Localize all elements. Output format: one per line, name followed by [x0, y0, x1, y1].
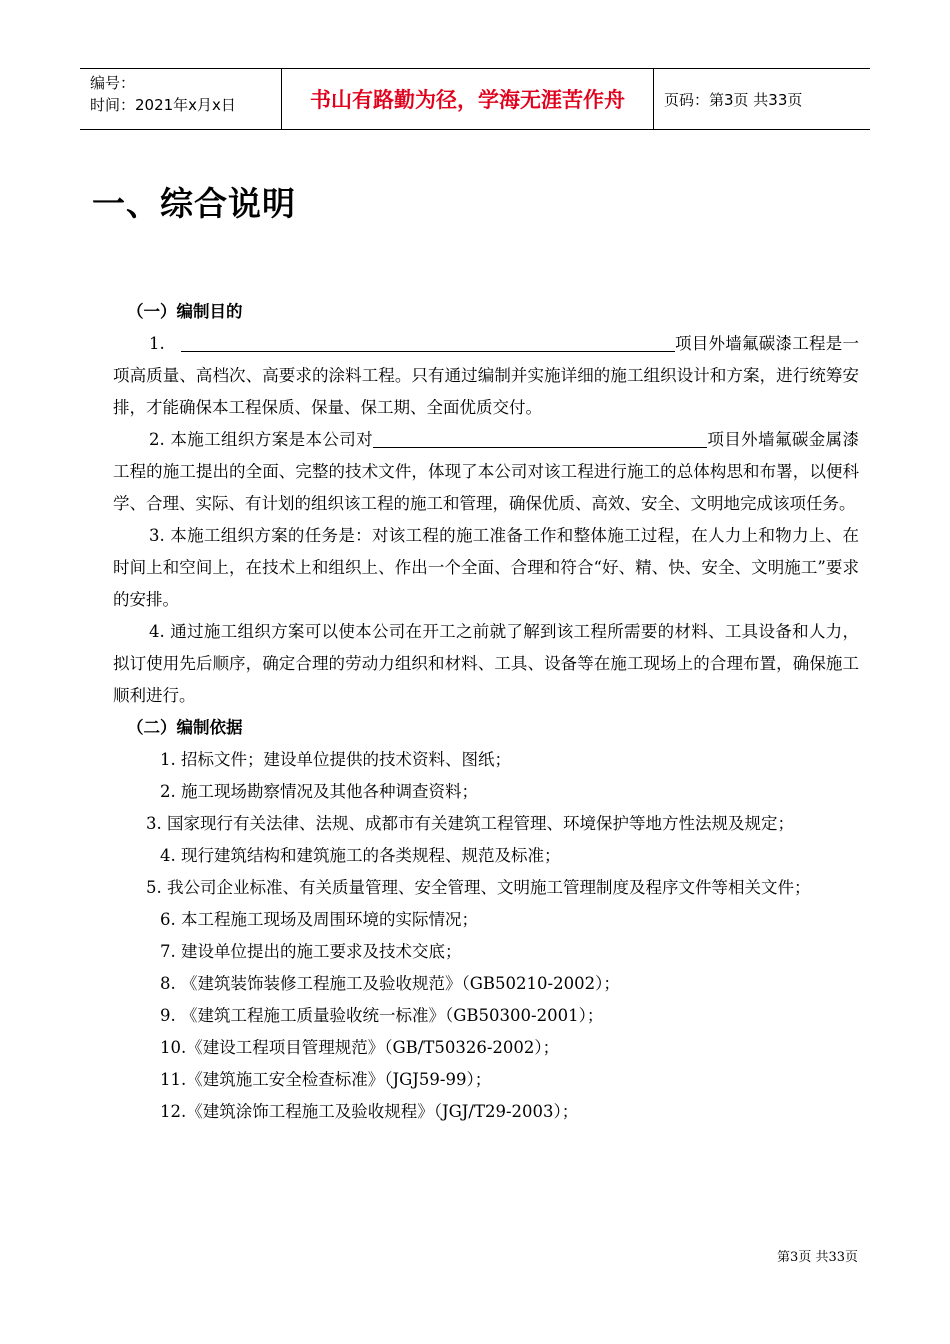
header-meta [80, 69, 282, 129]
basis-item-10: 10.《建设工程项目管理规范》（GB/T50326-2002）； [160, 1038, 560, 1057]
page-footer: 第3页 共33页 [777, 1250, 858, 1265]
page-header [80, 68, 870, 130]
basis-item-1: 1. 招标文件；建设单位提供的技术资料、图纸； [160, 750, 511, 769]
paragraph-1-number: 1. [149, 334, 165, 353]
header-page-info: 页码：第3页 共33页 [664, 90, 803, 109]
basis-item-11: 11.《建筑施工安全检查标准》（JGJ59-99）； [160, 1070, 492, 1089]
section-heading-purpose: （一）编制目的 [127, 302, 243, 321]
paragraph-2-lead: 2. 本施工组织方案是本公司对 [149, 430, 374, 449]
basis-item-6: 6. 本工程施工现场及周围环境的实际情况； [160, 910, 478, 929]
paragraph-1 [113, 328, 859, 424]
document-title: 一、综合说明 [92, 184, 296, 223]
paragraph-2 [113, 424, 859, 520]
blank-project-name-2 [373, 427, 707, 448]
paragraph-3: 3. 本施工组织方案的任务是：对该工程的施工准备工作和整体施工过程，在人力上和物力上、在时间上和空间上，在技术上和组织上、作出一个全面、合理和符合“好、精、快、安全、文明施工”要求的安排。 [113, 526, 859, 609]
paragraph-4: 4. 通过施工组织方案可以使本公司在开工之前就了解到该工程所需要的材料、工具设备和人力，拟订使用先后顺序，确定合理的劳动力组织和材料、工具、设备等在施工现场上的合理布置，确保施工顺利进行。 [113, 622, 859, 705]
basis-item-8: 8. 《建筑装饰装修工程施工及验收规范》（GB50210-2002）； [160, 974, 620, 993]
basis-item-3: 3. 国家现行有关法律、法规、成都市有关建筑工程管理、环境保护等地方性法规及规定； [146, 814, 794, 833]
serial-label: 编号： [90, 74, 136, 92]
basis-item-2: 2. 施工现场勘察情况及其他各种调查资料； [160, 782, 478, 801]
paragraph-2-text: 项目外墙氟碳金属漆工程的施工提出的全面、完整的技术文件，体现了本公司对该工程进行施工的总体构思和布署，以便科学、合理、实际、有计划的组织该工程的施工和管理，确保优质、高效、安全、文明地完成该项任务。 [113, 430, 859, 513]
basis-item-4: 4. 现行建筑结构和建筑施工的各类规程、规范及标准； [160, 846, 561, 865]
basis-item-12: 12.《建筑涂饰工程施工及验收规程》（JGJ/T29-2003）； [160, 1102, 579, 1121]
document-body [113, 296, 859, 1128]
time-label: 时间：2021年x月x日 [90, 96, 236, 114]
basis-item-7: 7. 建设单位提出的施工要求及技术交底； [160, 942, 462, 961]
header-motto: 书山有路勤为径，学海无涯苦作舟 [282, 69, 654, 129]
basis-item-9: 9. 《建筑工程施工质量验收统一标准》（GB50300-2001）； [160, 1006, 604, 1025]
section-heading-basis: （二）编制依据 [127, 718, 243, 737]
paragraph-1-text: 项目外墙氟碳漆工程是一项高质量、高档次、高要求的涂料工程。只有通过编制并实施详细的施工组织设计和方案，进行统筹安排，才能确保本工程保质、保量、保工期、全面优质交付。 [113, 334, 859, 417]
blank-project-name-1 [181, 331, 675, 352]
basis-item-5: 5. 我公司企业标准、有关质量管理、安全管理、文明施工管理制度及程序文件等相关文件； [146, 878, 811, 897]
